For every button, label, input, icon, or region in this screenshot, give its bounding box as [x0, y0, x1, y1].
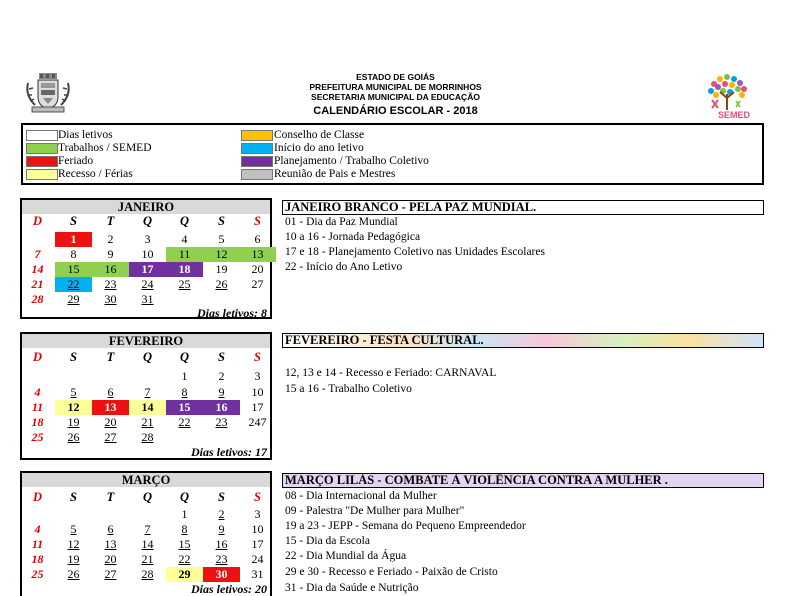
- weekday-header: Q: [142, 350, 153, 364]
- calendar-day: 22: [178, 552, 191, 566]
- calendar-day: 22: [178, 415, 191, 429]
- month-name: FEVEREIRO: [22, 334, 270, 348]
- calendar-day: 1: [55, 232, 92, 247]
- calendar-day: 14: [141, 537, 154, 551]
- event-item: 01 - Dia da Paz Mundial: [285, 216, 398, 228]
- legend-label: Conselho de Classe: [274, 129, 365, 141]
- calendar-day: 19: [67, 415, 80, 429]
- legend-label: Trabalhos / SEMED: [58, 142, 152, 154]
- calendar-day: 7: [144, 522, 151, 536]
- calendar-day: 6: [254, 232, 261, 246]
- weekday-header: S: [218, 350, 225, 364]
- month-name: JANEIRO: [22, 200, 270, 214]
- weekday-header: S: [70, 350, 77, 364]
- event-item: 31 - Dia da Saúde e Nutrição: [285, 582, 419, 594]
- month-title-janeiro: JANEIRO BRANCO - PELA PAZ MUNDIAL.: [282, 200, 764, 215]
- dias-letivos-count: Dias letivos: 20: [191, 582, 267, 596]
- calendar-day: 8: [181, 385, 188, 399]
- event-item: 19 a 23 - JEPP - Semana do Pequeno Empreendedor: [285, 520, 526, 532]
- calendar-day: 20: [251, 262, 264, 276]
- weekday-header: T: [106, 490, 115, 504]
- calendar-day: 30: [203, 567, 240, 582]
- calendar-day: 10: [141, 247, 154, 261]
- calendar-day: 11: [31, 400, 44, 414]
- calendar-day: 14: [31, 262, 44, 276]
- calendar-day: 2: [218, 507, 225, 521]
- calendar-day: 20: [104, 552, 117, 566]
- calendar-day: 12: [55, 400, 92, 415]
- dias-letivos-count: Dias letivos: 8: [197, 306, 267, 320]
- calendar-day: 26: [215, 277, 228, 291]
- calendar-day: 4: [34, 385, 41, 399]
- calendar-day: 9: [107, 247, 114, 261]
- calendar-day: 15: [55, 262, 92, 277]
- calendar-day: 29: [67, 292, 80, 306]
- calendar-day: 12: [67, 537, 80, 551]
- legend-swatch-planejamento: [241, 156, 273, 167]
- calendar-day: 26: [67, 430, 80, 444]
- event-item: 09 - Palestra "De Mulher para Mulher": [285, 505, 465, 517]
- calendar-day: 29: [166, 567, 203, 582]
- weekday-header: Q: [179, 350, 190, 364]
- calendar-day: 25: [178, 277, 191, 291]
- calendar-day: 23: [215, 552, 228, 566]
- event-item: 15 - Dia da Escola: [285, 535, 370, 547]
- calendar-day: 6: [107, 385, 114, 399]
- event-item: 10 a 16 - Jornada Pedagógica: [285, 231, 421, 243]
- calendar-day: 15: [178, 537, 191, 551]
- calendar-day: 17: [251, 400, 264, 414]
- calendar-day: 14: [129, 400, 166, 415]
- calendar-day: 5: [70, 522, 77, 536]
- calendar-day: 3: [254, 369, 261, 383]
- calendar-day: 247: [248, 415, 267, 429]
- legend-swatch-recesso: [26, 169, 58, 180]
- calendar-day: 2: [107, 232, 114, 246]
- calendar-day: 8: [70, 247, 77, 261]
- weekday-header: S: [254, 350, 261, 364]
- calendar-day: 8: [181, 522, 188, 536]
- calendar-day: 4: [181, 232, 188, 246]
- legend-swatch-conselho: [241, 130, 273, 141]
- calendar-day: 16: [92, 262, 129, 277]
- weekday-header: S: [218, 214, 225, 228]
- calendar-day: 11: [166, 247, 203, 262]
- semed-tree-icon: [704, 74, 754, 112]
- calendar-day: 12: [203, 247, 240, 262]
- event-item: 22 - Início do Ano Letivo: [285, 261, 403, 273]
- calendar-day: 25: [31, 430, 44, 444]
- legend: [21, 123, 764, 185]
- month-title-marco: MARÇO LILÁS - COMBATE À VIOLÊNCIA CONTRA A MULHER .: [282, 473, 764, 488]
- calendar-day: 6: [107, 522, 114, 536]
- weekday-header: S: [70, 490, 77, 504]
- calendar-day: 15: [166, 400, 203, 415]
- weekday-header: Q: [142, 214, 153, 228]
- legend-swatch-feriado: [26, 156, 58, 167]
- calendar-day: 28: [141, 430, 154, 444]
- calendar-day: 3: [254, 507, 261, 521]
- calendar-day: 13: [92, 400, 129, 415]
- calendar-fevereiro: [20, 332, 272, 460]
- legend-swatch-reuniao: [241, 169, 273, 180]
- calendar-day: 9: [218, 522, 225, 536]
- legend-swatch-inicio: [241, 143, 273, 154]
- calendar-day: 19: [67, 552, 80, 566]
- header-prefeitura: PREFEITURA MUNICIPAL DE MORRINHOS: [309, 82, 482, 92]
- weekday-header: S: [218, 490, 225, 504]
- calendar-day: 13: [104, 537, 117, 551]
- weekday-header: S: [254, 490, 261, 504]
- event-item: 15 a 16 - Trabalho Coletivo: [285, 383, 412, 395]
- calendar-day: 21: [141, 552, 154, 566]
- weekday-header: S: [70, 214, 77, 228]
- event-item: 29 e 30 - Recesso e Feriado - Paixão de Cristo: [285, 566, 498, 578]
- calendar-janeiro: [20, 198, 272, 319]
- weekday-header: S: [254, 214, 261, 228]
- calendar-day: 16: [215, 537, 228, 551]
- calendar-day: 2: [218, 369, 225, 383]
- weekday-header: D: [32, 350, 43, 364]
- calendar-day: 19: [215, 262, 228, 276]
- calendar-day: 24: [141, 277, 154, 291]
- calendar-day: 28: [31, 292, 44, 306]
- calendar-day: 16: [203, 400, 240, 415]
- legend-swatch-trabalhos: [26, 143, 58, 154]
- calendar-day: 3: [144, 232, 151, 246]
- calendar-day: 1: [181, 507, 188, 521]
- semed-logo: [704, 74, 754, 120]
- legend-label: Recesso / Férias: [58, 168, 133, 180]
- calendar-day: 1: [181, 369, 188, 383]
- calendar-day: 18: [166, 262, 203, 277]
- calendar-day: 18: [31, 415, 44, 429]
- calendar-day: 30: [104, 292, 117, 306]
- legend-label: Início do ano letivo: [274, 142, 364, 154]
- calendar-day: 10: [251, 522, 264, 536]
- calendar-day: 23: [104, 277, 117, 291]
- calendar-day: 5: [70, 385, 77, 399]
- calendar-day: 21: [31, 277, 44, 291]
- calendar-day: 23: [215, 415, 228, 429]
- legend-label: Feriado: [58, 155, 94, 167]
- calendar-day: 28: [141, 567, 154, 581]
- calendar-day: 31: [251, 567, 264, 581]
- calendar-day: 27: [104, 430, 117, 444]
- month-title-fevereiro: FEVEREIRO - FESTA CULTURAL.: [282, 333, 764, 348]
- weekday-header: Q: [142, 490, 153, 504]
- calendar-day: 7: [34, 247, 41, 261]
- calendar-day: 20: [104, 415, 117, 429]
- calendar-day: 9: [218, 385, 225, 399]
- calendar-day: 13: [239, 247, 276, 262]
- calendar-day: 11: [31, 537, 44, 551]
- semed-logo-text: SEMED: [718, 110, 751, 120]
- month-name: MARÇO: [22, 473, 270, 487]
- legend-label: Reunião de Pais e Mestres: [274, 168, 396, 180]
- calendar-day: 21: [141, 415, 154, 429]
- calendar-day: 4: [34, 522, 41, 536]
- calendar-day: 31: [141, 292, 154, 306]
- weekday-header: Q: [179, 214, 190, 228]
- calendar-day: 7: [144, 385, 151, 399]
- weekday-header: T: [106, 214, 115, 228]
- calendar-day: 27: [251, 277, 264, 291]
- calendar-day: 25: [31, 567, 44, 581]
- calendar-day: 18: [31, 552, 44, 566]
- header-secretaria: SECRETARIA MUNICIPAL DA EDUCAÇÃO: [311, 92, 480, 102]
- calendar-day: 5: [218, 232, 225, 246]
- calendar-day: 26: [67, 567, 80, 581]
- weekday-header: D: [32, 490, 43, 504]
- event-item: 17 e 18 - Planejamento Coletivo nas Unidades Escolares: [285, 246, 545, 258]
- header-state: ESTADO DE GOIÁS: [356, 72, 435, 82]
- calendar-marco: [20, 471, 272, 596]
- event-item: 08 - Dia Internacional da Mulher: [285, 490, 437, 502]
- calendar-day: 17: [251, 537, 264, 551]
- event-item: 22 - Dia Mundial da Água: [285, 550, 407, 562]
- weekday-header: D: [32, 214, 43, 228]
- legend-swatch-dias-letivos: [26, 130, 58, 141]
- weekday-header: T: [106, 350, 115, 364]
- page-title: CALENDÁRIO ESCOLAR - 2018: [313, 105, 478, 117]
- calendar-day: 24: [251, 552, 264, 566]
- calendar-day: 10: [251, 385, 264, 399]
- calendar-day: 17: [129, 262, 166, 277]
- weekday-header: Q: [179, 490, 190, 504]
- calendar-day: 27: [104, 567, 117, 581]
- municipal-crest-icon: [25, 73, 71, 113]
- legend-label: Dias letivos: [58, 129, 113, 141]
- calendar-day: 22: [55, 277, 92, 292]
- event-item: 12, 13 e 14 - Recesso e Feriado: CARNAVAL: [285, 367, 497, 379]
- legend-label: Planejamento / Trabalho Coletivo: [274, 155, 429, 167]
- dias-letivos-count: Dias letivos: 17: [191, 445, 267, 459]
